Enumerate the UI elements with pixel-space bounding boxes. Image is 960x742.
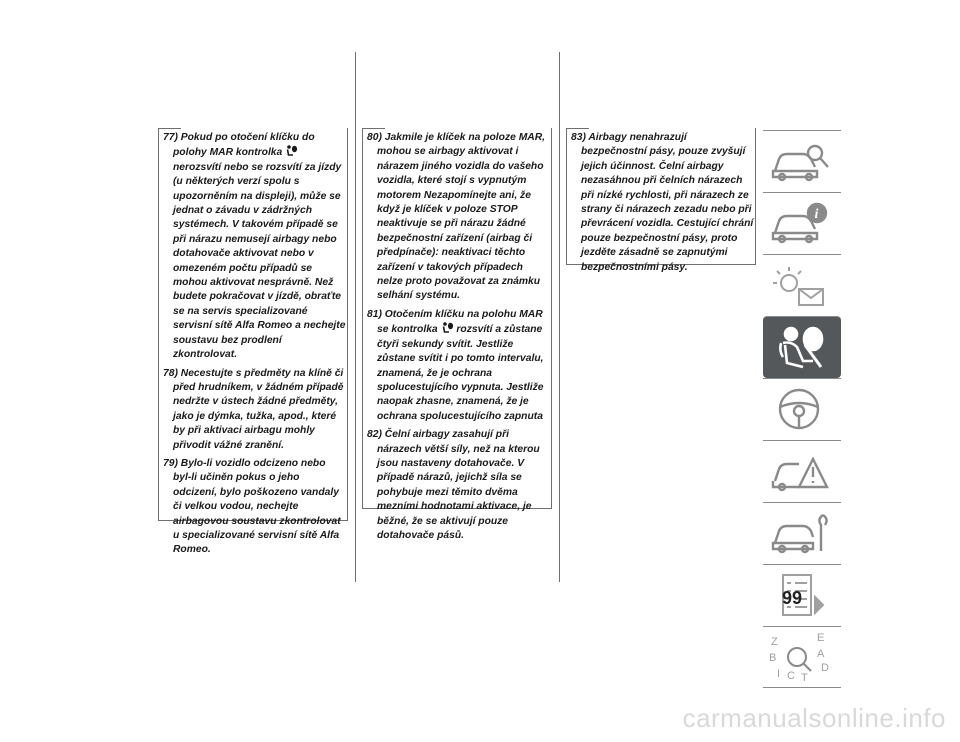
note-text: Airbagy nenahrazují bezpečnostní pásy, pouze zvyšují jejich účinnost. Čelní airbagy nezasáhnou při čelních nárazech při nízké rychlosti, při nárazech ze strany či nárazech zezadu nebo při převrácení vozidla. Cestující chrání pouze bezpečnostní pásy, proto jezděte zásadně se zapnutými bezpečnostními pásy. (581, 132, 754, 273)
car-warning-triangle-icon (769, 447, 833, 495)
tab-maintenance[interactable] (763, 502, 841, 564)
svg-text:E: E (817, 633, 825, 644)
column-rule-2 (559, 52, 560, 582)
note-text: nerozsvítí nebo se rozsvítí za jízdy (u některých verzí spolu s upozorněním na displeji), může se jednat o závadu v zádržných systémech. V takovém případě se při nárazu nemusejí airbagy nebo dotahovače aktivovat nebo v omezeném počtu případů se mohou aktivovat nesprávně. Než budete pokračovat v jízdě, obraťte se na servis specializované servisní sítě Alfa Romeo a nechejte soustavu bez prodlení zkontrolovat. (173, 161, 346, 361)
note-number: 82) (367, 429, 382, 441)
note-79 (163, 457, 346, 558)
steering-wheel-icon (769, 385, 833, 433)
tab-safety[interactable] (763, 316, 841, 378)
tab-index[interactable] (763, 626, 841, 688)
note-82 (367, 428, 550, 543)
note-77 (163, 131, 346, 363)
airbag-warning-icon (285, 145, 298, 157)
svg-text:T: T (801, 672, 808, 683)
note-text: Jakmile je klíček na poloze MAR, mohou se airbagy aktivovat i nárazem jiného vozidla do vašeho vozidla, které stojí s vypnutým motorem Nezapomínejte ani, že když je klíček v poloze STOP neaktivuje se při nárazu žádné bezpečnostní zařízení (airbag či předpínače): neaktivaci těchto zařízení v takových případech nelze proto považovat za známku selhání systému. (377, 132, 546, 302)
svg-text:A: A (817, 648, 825, 660)
svg-text:Z: Z (771, 636, 778, 648)
note-80 (367, 131, 550, 304)
note-number: 81) (367, 308, 382, 320)
tab-starting-driving[interactable] (763, 378, 841, 440)
note-number: 80) (367, 132, 382, 143)
svg-text:D: D (821, 662, 829, 674)
note-81 (367, 308, 550, 424)
note-text: Necestujte s předměty na klíně či před hrudníkem, v žádném případě nedržte v ústech žádné předměty, jako je dýmka, tužka, apod., které by při aktivaci airbagu mohly přivodit vážné zranění. (173, 367, 344, 451)
note-number: 78) (163, 367, 178, 379)
tab-knowing-car[interactable] (763, 130, 841, 192)
column-rule-1 (355, 52, 356, 582)
svg-text:I: I (777, 668, 781, 680)
note-text: Otočením klíčku na polohu MAR se kontrolka (377, 308, 543, 336)
airbag-warning-icon (441, 322, 454, 334)
warning-light-envelope-icon (769, 261, 833, 309)
note-number: 79) (163, 457, 178, 469)
tab-emergency[interactable] (763, 440, 841, 502)
svg-text:B: B (769, 652, 777, 664)
page-number: 99 (781, 588, 803, 608)
note-number: 83) (571, 132, 586, 143)
car-info-icon (769, 199, 833, 247)
note-text: rozsvítí a zůstane čtyři sekundy svítit. Jestliže zůstane svítit i po tomto intervalu, znamená, že je ochrana spolucestujícího vypnuta. Jestliže naopak zhasne, znamená, že je ochrana spolucestujícího zapnuta (377, 324, 544, 422)
note-78 (163, 367, 346, 453)
tab-warning-lights[interactable] (763, 254, 841, 316)
note-text: Pokud po otočení klíčku do polohy MAR kontrolka (173, 132, 315, 159)
notes-column-2 (367, 131, 550, 547)
note-83 (571, 131, 754, 275)
note-text: Bylo-li vozidlo odcizeno nebo byl-li učiněn pokus o jeho odcizení, bylo poškozeno vandaly či velkou vodou, nechejte airbagovou soustavu zkontrolovat u specializované servisní sítě Alfa Romeo. (173, 457, 341, 556)
car-magnifier-icon (769, 137, 833, 185)
seated-person-airbag-icon (769, 323, 833, 373)
tab-dashboard-info[interactable] (763, 192, 841, 254)
alphabet-index-icon (769, 633, 833, 683)
car-wrench-icon (769, 509, 833, 557)
notes-column-1 (163, 131, 346, 562)
svg-text:i: i (814, 207, 819, 222)
note-text: Čelní airbagy zasahují při nárazech větší síly, než na kterou jsou nastaveny dotahovače. V případě nárazů, jejichž síla se pohybuje mezi těmito dvěma mezními hodnotami aktivace, je běžné, že se aktivují pouze dotahovače pásů. (377, 429, 540, 541)
note-number: 77) (163, 132, 178, 143)
notes-column-3 (571, 131, 754, 279)
watermark: carmanualsonline.info (682, 703, 946, 733)
svg-text:C: C (787, 670, 795, 682)
